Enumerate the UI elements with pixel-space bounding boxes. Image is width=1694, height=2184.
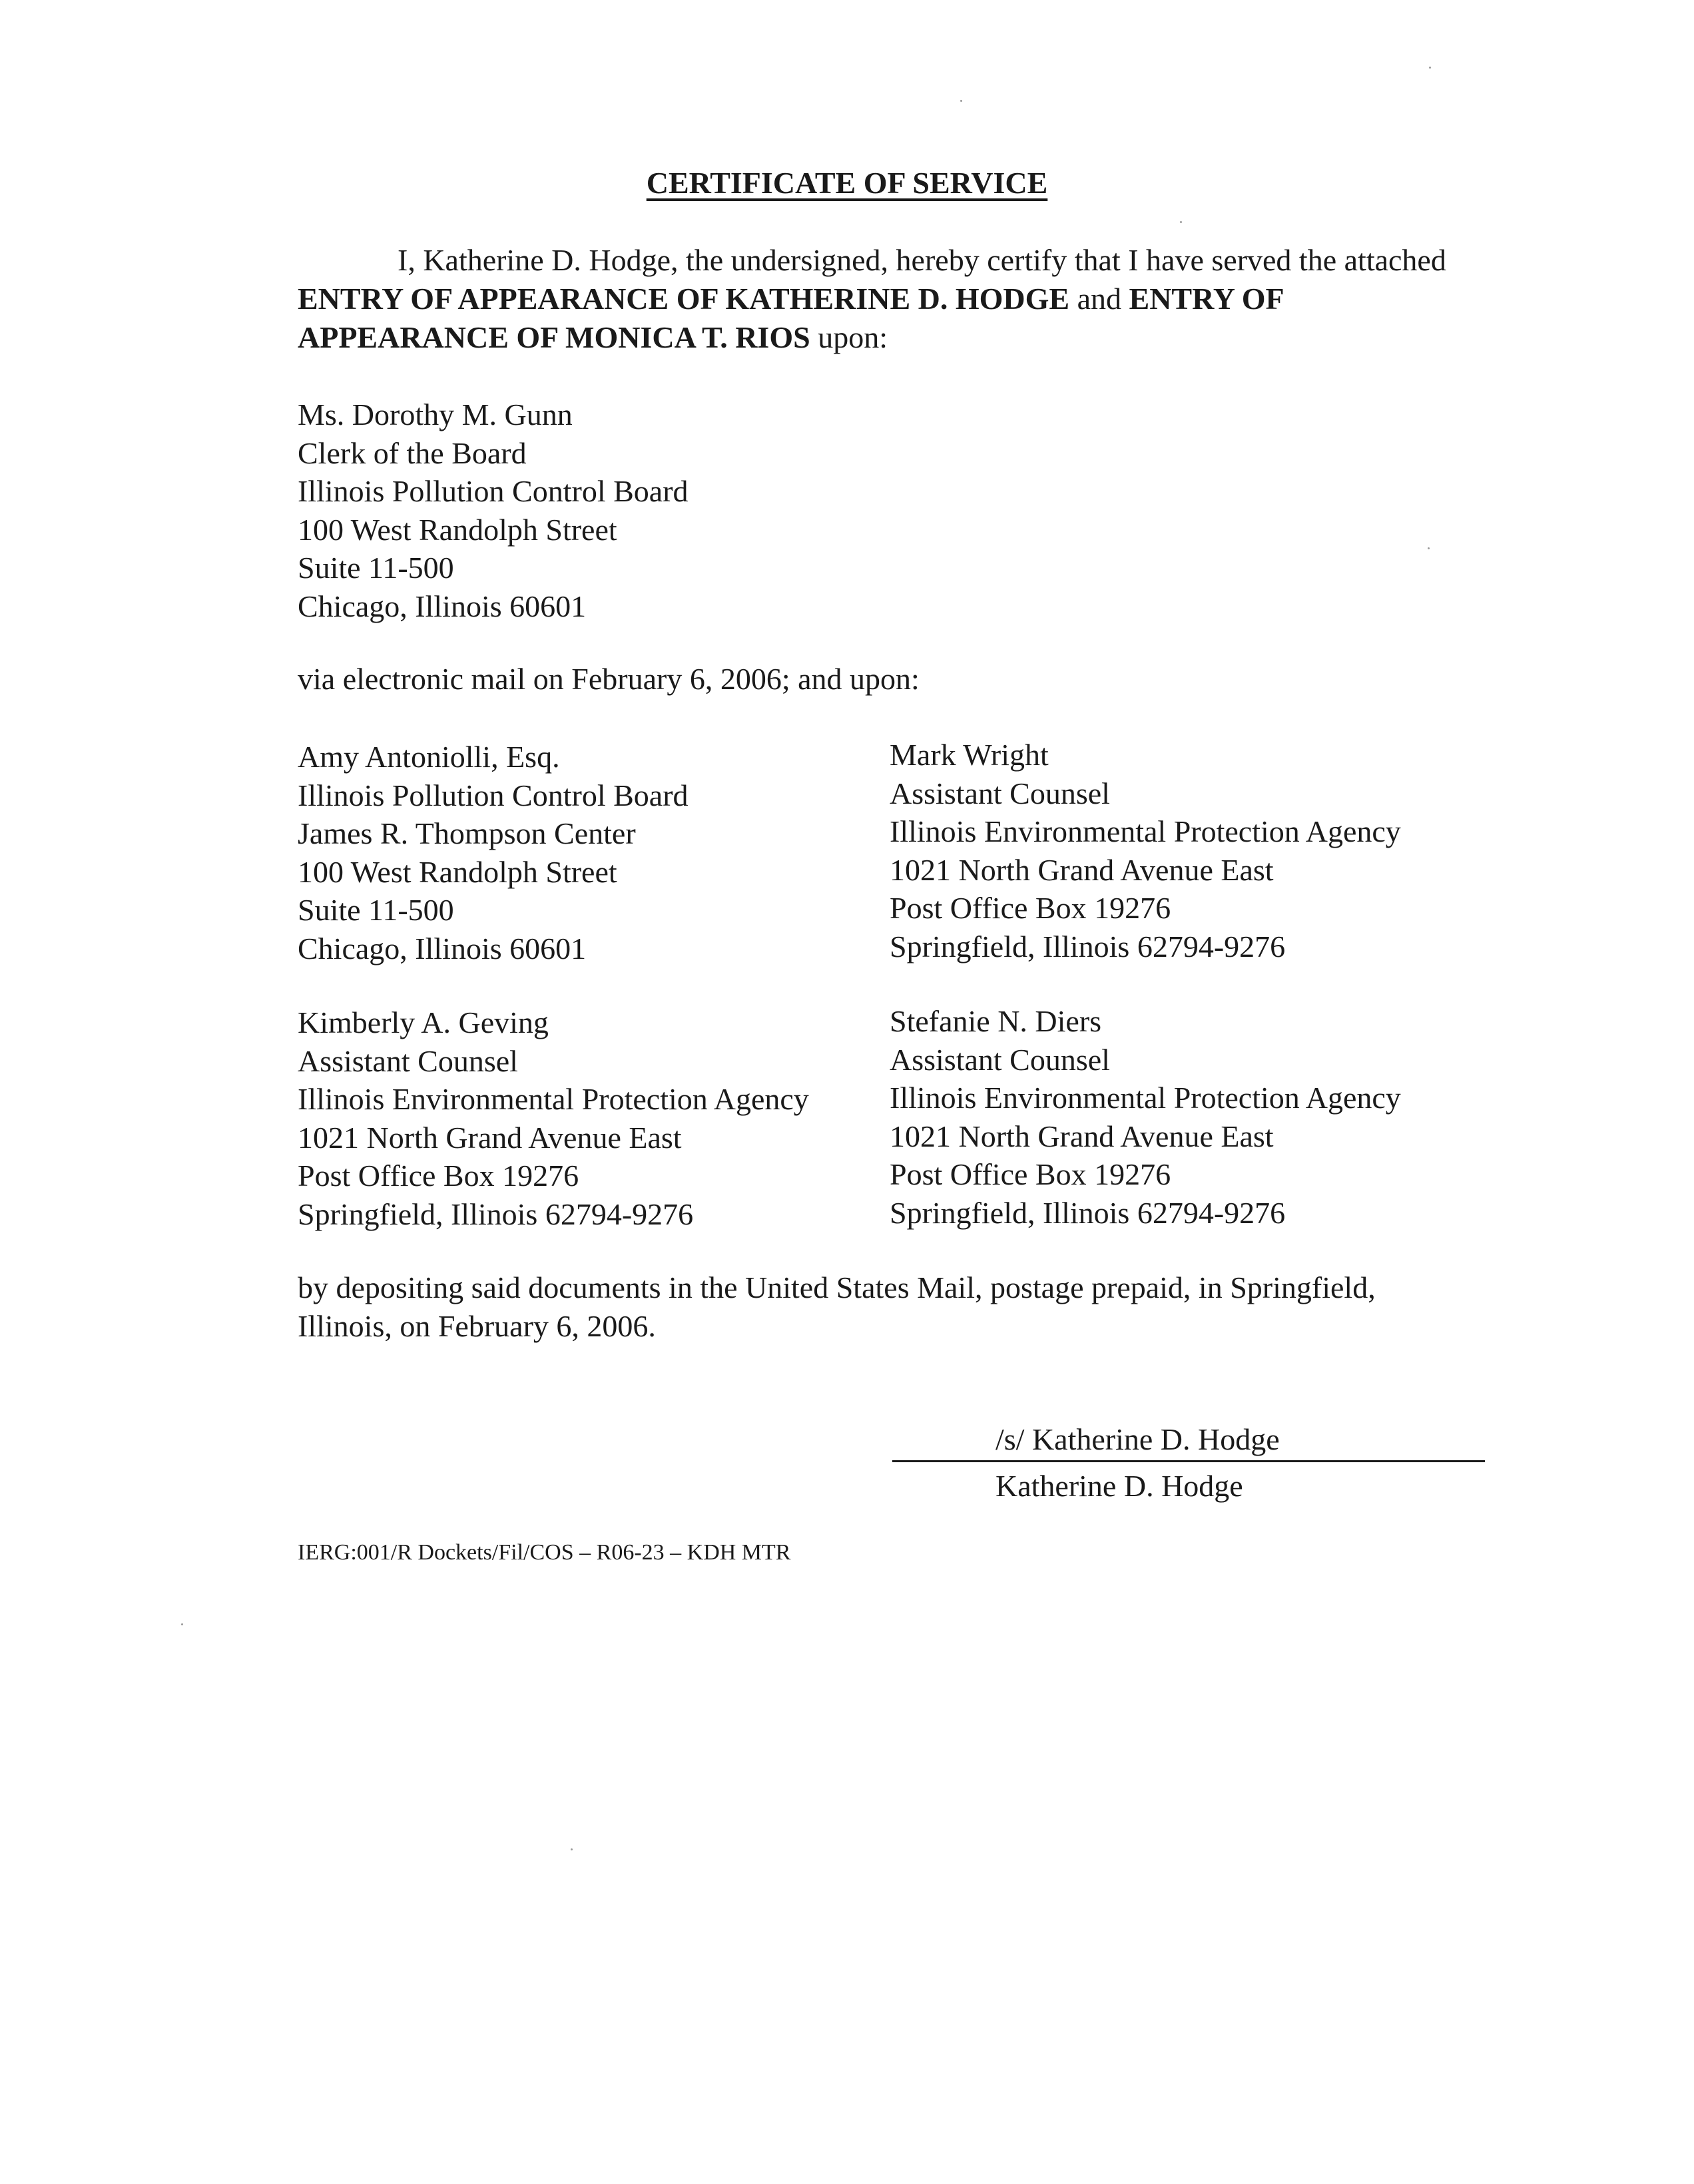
via-electronic-mail-text: via electronic mail on February 6, 2006; and upon:	[298, 662, 920, 696]
address-line: Ms. Dorothy M. Gunn	[298, 398, 573, 431]
address-line: Chicago, Illinois 60601	[298, 589, 587, 623]
page-title: CERTIFICATE OF SERVICE	[646, 166, 1048, 200]
address-line: Assistant Counsel	[890, 776, 1110, 810]
address-line: Suite 11-500	[298, 893, 454, 927]
address-line: Suite 11-500	[298, 551, 454, 585]
signer-name: Katherine D. Hodge	[995, 1469, 1243, 1503]
certification-paragraph	[298, 241, 1470, 357]
document-1-name: ENTRY OF APPEARANCE OF KATHERINE D. HODGE	[298, 282, 1070, 316]
address-line: Clerk of the Board	[298, 435, 527, 470]
address-line: Post Office Box 19276	[890, 1157, 1171, 1191]
address-line: Kimberly A. Geving	[298, 1005, 549, 1039]
document-2-name: ENTRY OF APPEARANCE OF MONICA T. RIOS	[298, 282, 1283, 354]
scan-speck	[571, 1848, 573, 1850]
recipient-address-block	[298, 738, 689, 967]
scan-speck	[1180, 221, 1182, 223]
address-line: Post Office Box 19276	[298, 1159, 579, 1193]
address-line: 100 West Randolph Street	[298, 854, 617, 889]
electronic-signature: /s/ Katherine D. Hodge	[995, 1422, 1280, 1456]
address-line: 1021 North Grand Avenue East	[298, 1120, 682, 1155]
address-line: 1021 North Grand Avenue East	[890, 1119, 1274, 1153]
address-line: Assistant Counsel	[890, 1042, 1110, 1077]
certification-upon: upon:	[818, 320, 888, 354]
scan-speck	[1429, 67, 1431, 69]
address-line: Springfield, Illinois 62794-9276	[890, 1195, 1286, 1230]
address-line: Post Office Box 19276	[890, 891, 1171, 925]
scan-speck	[1428, 547, 1430, 549]
deposit-paragraph: by depositing said documents in the United States Mail, postage prepaid, in Springfield, Illinois, on February 6, 2006.	[298, 1270, 1376, 1343]
recipient-address-block	[890, 736, 1401, 965]
scan-speck	[960, 100, 962, 102]
address-line: Stefanie N. Diers	[890, 1004, 1102, 1038]
recipient-address-block	[298, 1003, 809, 1233]
address-line: Amy Antoniolli, Esq.	[298, 740, 560, 774]
address-line: Chicago, Illinois 60601	[298, 931, 587, 965]
address-line: Illinois Pollution Control Board	[298, 474, 689, 508]
signature-line	[892, 1460, 1485, 1462]
address-line: Assistant Counsel	[298, 1043, 518, 1078]
address-line: Springfield, Illinois 62794-9276	[890, 929, 1286, 963]
address-line: Illinois Environmental Protection Agency	[890, 814, 1401, 848]
address-line: Illinois Environmental Protection Agency	[890, 1081, 1401, 1115]
address-line: 100 West Randolph Street	[298, 512, 617, 547]
footer-reference: IERG:001/R Dockets/Fil/COS – R06-23 – KDH MTR	[298, 1540, 791, 1565]
certification-intro: I, Katherine D. Hodge, the undersigned, hereby certify that I have served the attached	[398, 243, 1446, 277]
address-line: James R. Thompson Center	[298, 816, 636, 850]
scan-speck	[181, 1623, 183, 1625]
address-line: Mark Wright	[890, 738, 1049, 772]
clerk-address-block	[298, 396, 689, 625]
certification-conjunction: and	[1077, 282, 1122, 316]
address-line: Illinois Pollution Control Board	[298, 778, 689, 812]
address-line: 1021 North Grand Avenue East	[890, 852, 1274, 887]
recipient-address-block	[890, 1002, 1401, 1232]
address-line: Illinois Environmental Protection Agency	[298, 1082, 809, 1116]
address-line: Springfield, Illinois 62794-9276	[298, 1197, 694, 1231]
